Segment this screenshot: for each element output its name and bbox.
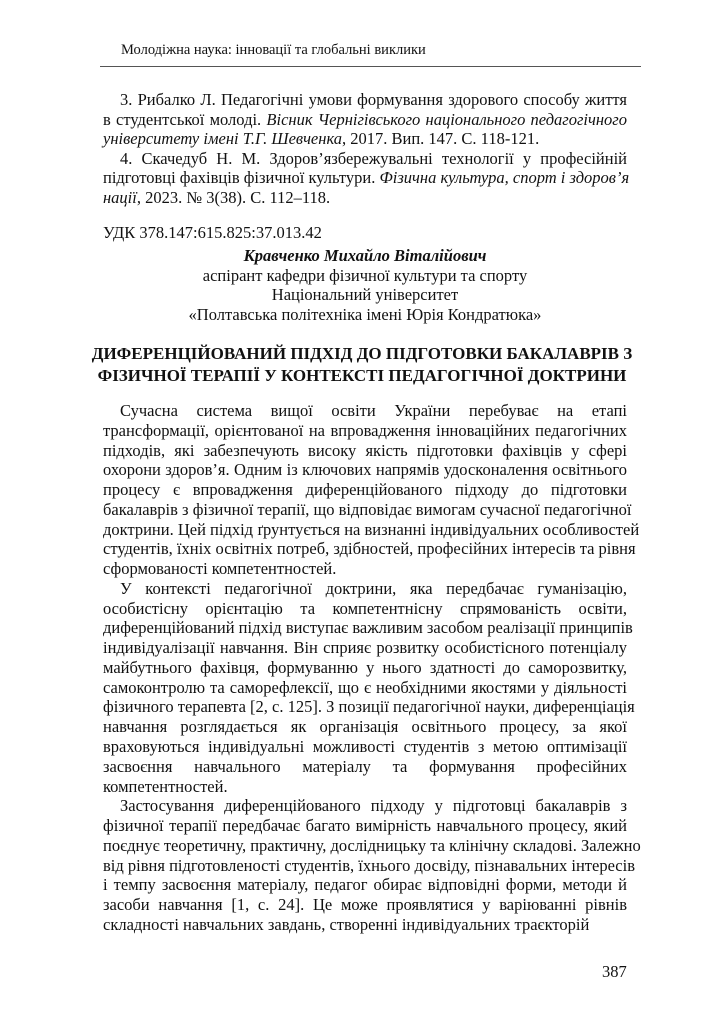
reference-line <box>103 149 627 169</box>
article-title-line: ФІЗИЧНОЇ ТЕРАПІЇ У КОНТЕКСТІ ПЕДАГОГІЧНОЇ ДОКТРИНИ <box>97 366 627 385</box>
reference-item <box>103 90 627 149</box>
body-line: засоби навчання [1, с. 24]. Це може проявлятися у варіюванні рівнів <box>103 895 627 915</box>
reference-source-italic: Фізична культура, спорт і здоров’я <box>379 168 630 188</box>
reference-text: 4. Скачедуб Н. М. Здоров’язбережувальні технології у професійній <box>120 148 627 168</box>
body-line: навчання розглядається як організація освітнього процесу, за якої <box>103 717 627 737</box>
body-line: індивідуалізації навчання. Він сприяє розвитку особистісного потенціалу <box>103 638 627 658</box>
body-line: трансформації, орієнтованої на впровадження інноваційних педагогічних <box>103 420 627 440</box>
author-position: аспірант кафедри фізичної культури та спорту <box>202 265 528 285</box>
reference-line <box>103 188 627 208</box>
reference-list <box>103 90 630 208</box>
author-university: Національний університет <box>271 285 459 305</box>
reference-item <box>103 148 630 208</box>
reference-text: в студентської молоді. <box>103 109 267 129</box>
body-line: особистісну орієнтацію та компетентнісну спрямованість освіти, <box>103 598 627 618</box>
udk-code: УДК 378.147:615.825:37.013.42 <box>103 223 322 242</box>
body-line: і темпу засвоєння матеріалу, педагог обирає відповідні форми, методи й <box>103 875 627 895</box>
author-university-name: «Полтавська політехніка імені Юрія Кондратюка» <box>188 304 542 324</box>
body-line: фізичної терапії передбачає багато вимірність навчального процесу, який <box>103 816 627 836</box>
body-line: У контексті педагогічної доктрини, яка передбачає гуманізацію, <box>120 578 627 598</box>
reference-text: , 2017. Вип. 147. С. 118-121. <box>342 129 540 149</box>
article-body <box>103 401 641 935</box>
body-line: самоконтролю та саморефлексії, що є необхідними якостями у діяльності <box>103 677 627 697</box>
reference-line <box>103 129 627 149</box>
running-header: Молодіжна наука: інновації та глобальні виклики <box>121 42 426 58</box>
author-block <box>103 246 627 324</box>
body-line: Застосування диференційованого підходу у підготовці бакалаврів з <box>120 796 627 816</box>
body-line: складності навчальних завдань, створенні індивідуальних траєкторій <box>103 914 590 934</box>
body-line: студентів, їхніх освітніх потреб, здібностей, професійних інтересів та рівня <box>103 539 636 559</box>
body-paragraph <box>103 796 641 934</box>
article-title <box>40 343 684 387</box>
header-divider <box>100 66 641 67</box>
reference-line <box>103 110 627 130</box>
reference-source-italic: нації <box>103 187 137 207</box>
body-line: підходів, які забезпечують високу якість підготовки фахівців у сфері <box>103 440 627 460</box>
body-line: компетентностей. <box>103 776 228 796</box>
reference-source-italic: Вісник Чернігівського національного педагогічного <box>266 109 627 129</box>
reference-source-italic: університету імені Т.Г. Шевченка <box>103 129 343 149</box>
body-paragraph <box>103 578 635 796</box>
author-name: Кравченко Михайло Віталійович <box>243 246 487 265</box>
body-paragraph <box>103 401 640 579</box>
body-line: від рівня підготовленості студентів, їхнього досвіду, пізнавальних інтересів <box>103 855 636 875</box>
body-line: Сучасна система вищої освіти України перебуває на етапі <box>120 401 627 420</box>
body-line: враховуються індивідуальні можливості студентів з метою оптимізації <box>103 737 627 757</box>
reference-text: 3. Рибалко Л. Педагогічні умови формування здорового способу життя <box>120 90 627 109</box>
body-line: фізичного терапевта [2, с. 125]. З позиції педагогічної науки, диференціація <box>103 697 635 717</box>
body-line: охорони здоров’я. Одним із ключових напрямів удосконалення освітнього <box>103 460 627 480</box>
body-line: доктрини. Цей підхід ґрунтується на визнанні індивідуальних особливостей <box>103 519 640 539</box>
body-line: бакалаврів з фізичної терапії, що відповідає вимогам сучасної педагогічної <box>103 499 632 519</box>
reference-text: , 2023. № 3(38). С. 112–118. <box>136 187 331 207</box>
body-line: сформованості компетентностей. <box>103 559 337 579</box>
body-line: засвоєння навчального матеріалу та формування професійних <box>103 756 627 776</box>
reference-line <box>103 168 630 188</box>
body-line: поєднує теоретичну, практичну, дослідницьку та клінічну складові. Залежно <box>103 835 641 855</box>
reference-text: підготовці фахівців фізичної культури. <box>103 168 380 188</box>
article-title-line: ДИФЕРЕНЦІЙОВАНИЙ ПІДХІД ДО ПІДГОТОВКИ БАКАЛАВРІВ З <box>91 344 633 363</box>
body-line: майбутнього фахівця, формуванню у нього здатності до саморозвитку, <box>103 657 627 677</box>
body-line: процесу є впровадження диференційованого підходу до підготовки <box>103 480 627 500</box>
body-line: диференційований підхід виступає важливим засобом реалізації принципів <box>103 618 633 638</box>
page-number: 387 <box>602 962 627 981</box>
reference-line <box>103 90 627 110</box>
